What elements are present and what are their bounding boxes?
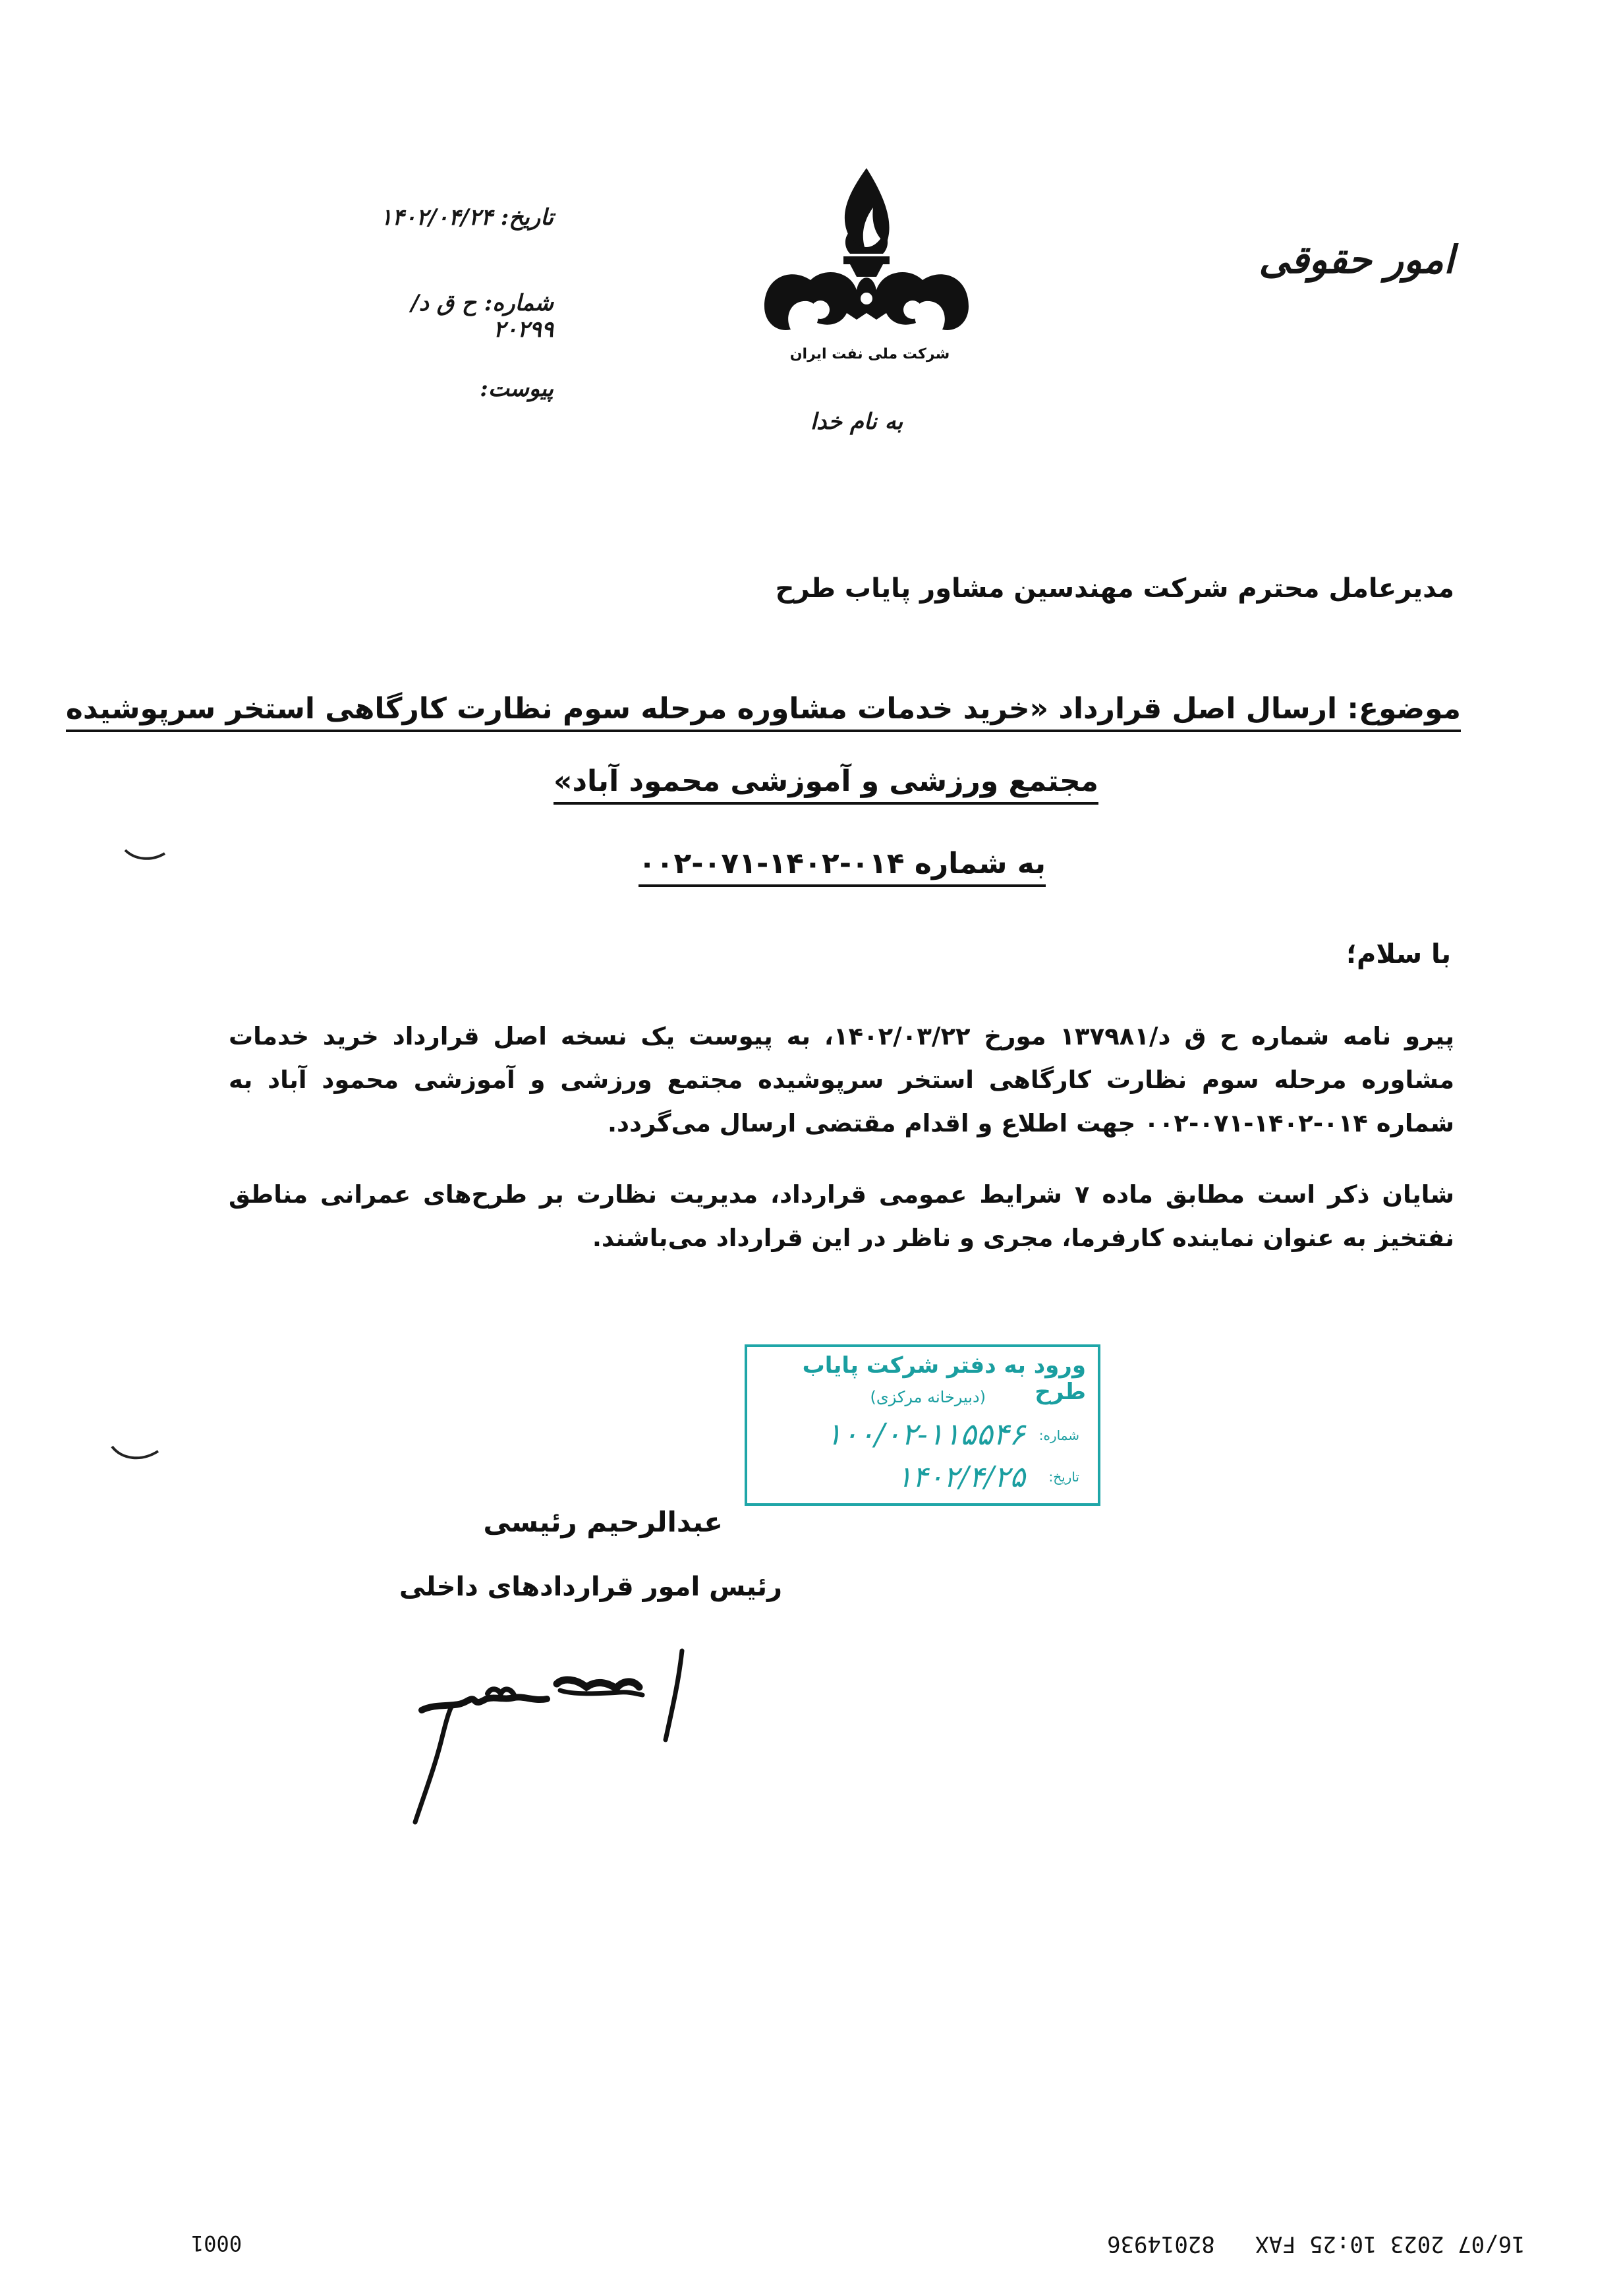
signer-name: عبدالرحیم رئیسی	[483, 1506, 723, 1538]
department-heading: امور حقوقی	[1259, 237, 1454, 282]
company-name: شرکت ملی نفت ایران	[789, 346, 950, 362]
recipient-line: مدیرعامل محترم شرکت مهندسین مشاور پایاب طرح	[775, 573, 1454, 604]
stamp-number-label: شماره:	[1038, 1427, 1079, 1443]
body-paragraph-1: پیرو نامه شماره ح ق د/۱۳۷۹۸۱ مورخ ۱۴۰۲/۰۳/۲۲، به پیوست یک نسخه اصل قرارداد خرید خدمات مشاوره مرحله سوم نظارت کارگاهی استخر سرپوشیده مجتمع ورزشی و آموزشی محمود آباد به شماره ۰۱۴-۱۴۰۲-۰۷۱-۰۰۲ جهت اطلاع و اقدام مقتضی ارسال می‌گردد.	[229, 1022, 1454, 1137]
margin-mark	[122, 847, 168, 867]
subject-line-1: موضوع: ارسال اصل قرارداد «خرید خدمات مشاوره مرحله سوم نظارت کارگاهی استخر سرپوشیده	[66, 692, 1461, 732]
subject-line-2: مجتمع ورزشی و آموزشی محمود آباد»	[554, 764, 1098, 805]
stamp-date-value: ۱۴۰۲/۴/۲۵	[896, 1460, 1025, 1494]
stamp-title: ورود به دفتر شرکت پایاب طرح	[802, 1352, 1086, 1405]
fax-page-marker: 0001	[191, 2231, 242, 2256]
signer-title: رئیس امور قراردادهای داخلی	[399, 1572, 782, 1602]
greeting: با سلام؛	[1346, 939, 1451, 969]
stamp-subtitle: (دبیرخانه مرکزی)	[870, 1388, 986, 1406]
handwritten-signature	[389, 1641, 731, 1832]
bismillah: به نام خدا	[810, 409, 903, 435]
stamp-number-value: ۱۰۰/۰۲-۱۱۵۵۴۶	[826, 1416, 1025, 1452]
margin-mark	[109, 1443, 161, 1466]
letter-number: شماره: ح ق د/ ۲۰۲۹۹	[411, 290, 554, 343]
stamp-date-label: تاریخ:	[1048, 1469, 1079, 1485]
fax-header-line: 16/07 2023 10:25 FAX 82014936	[1107, 2231, 1525, 2257]
company-logo	[751, 155, 982, 379]
body-paragraph-2: شایان ذکر است مطابق ماده ۷ شرایط عمومی قرارداد، مدیریت نظارت بر طرح‌های عمرانی مناطق نفتخیز به عنوان نماینده کارفرما، مجری و ناظر در این قرارداد می‌باشند.	[229, 1180, 1455, 1252]
letter-date: تاریخ: ۱۴۰۲/۰۴/۲۴	[380, 204, 554, 231]
attachment-field: پیوست:	[480, 376, 554, 402]
incoming-stamp	[745, 1344, 1100, 1506]
subject-line-3: به شماره ۰۱۴-۱۴۰۲-۰۷۱-۰۰۲	[639, 847, 1046, 887]
